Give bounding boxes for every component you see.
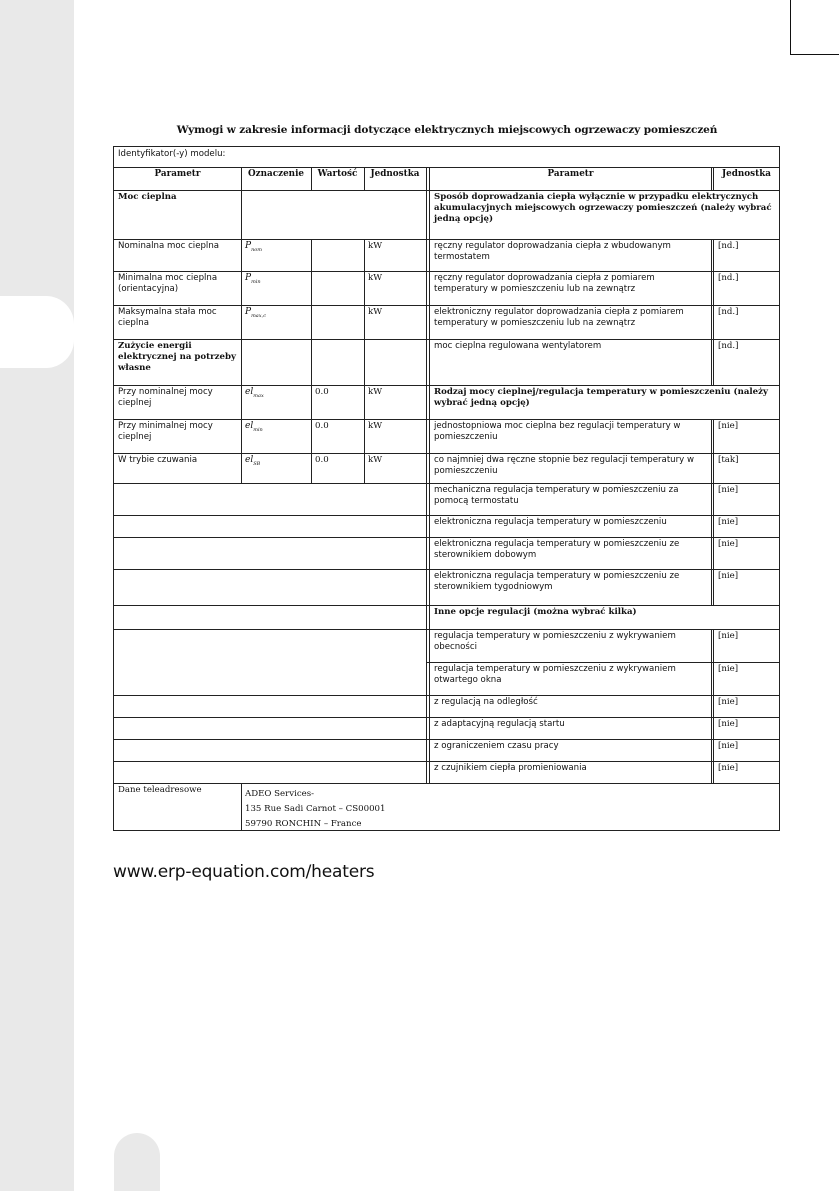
param-row-unit: kW: [368, 307, 383, 317]
section-control-type: Rodzaj mocy cieplnej/regulacja temperatury w pomieszczeniu (należy wybrać jedną opcję): [434, 387, 768, 408]
header-value: Wartość: [317, 169, 358, 179]
param-row-symbol: [241, 239, 311, 271]
param-row-unit: kW: [368, 421, 383, 431]
row-rule: [114, 537, 779, 538]
control-option: elektroniczna regulacja temperatury w pomieszczeniu ze sterownikiem dobowym: [434, 539, 680, 560]
row-rule: [114, 419, 779, 420]
param-row-symbol: [241, 385, 311, 419]
control-value: [nie]: [718, 421, 739, 431]
symbol-subscript: SB: [253, 460, 261, 467]
row-rule: [114, 569, 779, 570]
section-heat-output: Moc cieplna: [118, 192, 177, 202]
symbol-subscript: min: [253, 426, 263, 433]
heat-input-value: [nd.]: [718, 273, 739, 283]
param-row-unit: kW: [368, 387, 383, 397]
column-rule: [241, 167, 242, 483]
header-parameter-left: Parametr: [154, 169, 201, 179]
param-row-unit: [364, 339, 426, 385]
param-row-value: 0.0: [315, 421, 329, 431]
param-row-label: Przy minimalnej mocy cieplnej: [118, 421, 213, 442]
heat-input-value: [nd.]: [718, 307, 739, 317]
row-rule: [114, 761, 779, 762]
control-option: jednostopniowa moc cieplna bez regulacji temperatury w pomieszczeniu: [434, 421, 681, 442]
param-row-value: [311, 305, 364, 339]
control-value: [nie]: [718, 539, 739, 549]
column-rule: [711, 419, 712, 605]
control-value: [nie]: [718, 485, 739, 495]
column-rule: [429, 167, 430, 783]
column-rule: [364, 239, 365, 483]
row-rule: [114, 783, 779, 784]
header-symbol: Oznaczenie: [247, 169, 305, 179]
param-row-label: Zużycie energii elektrycznej na potrzeby własne: [118, 341, 236, 373]
contact-line: 59790 RONCHIN – France: [245, 819, 362, 829]
param-row-unit: kW: [368, 455, 383, 465]
symbol-letter: el: [245, 421, 254, 431]
heat-input-option: ręczny regulator doprowadzania ciepła z pomiarem temperatury w pomieszczeniu lub na zewnątrz: [434, 273, 655, 294]
contact-details: [241, 785, 779, 830]
column-rule: [311, 167, 312, 190]
symbol-subscript: max: [253, 392, 264, 399]
param-row-unit: kW: [368, 273, 383, 283]
column-rule: [426, 167, 427, 783]
other-value: [nie]: [718, 741, 739, 751]
column-rule: [311, 239, 312, 483]
column-rule: [364, 167, 365, 190]
other-value: [nie]: [718, 763, 739, 773]
contact-label: Dane teleadresowe: [118, 785, 202, 795]
section-heat-input: Sposób doprowadzania ciepła wyłącznie w przypadku elektrycznych akumulacyjnych miejscowych ogrzewaczy pomieszczeń (należy wybrać jedną opcję): [434, 192, 772, 224]
other-value: [nie]: [718, 664, 739, 674]
symbol-letter: P: [245, 241, 252, 251]
param-row-label: Przy nominalnej mocy cieplnej: [118, 387, 213, 408]
table-grid: [114, 147, 779, 830]
symbol-subscript: max,c: [251, 312, 266, 319]
row-rule: [114, 605, 779, 606]
param-row-value: [311, 271, 364, 305]
row-rule: [114, 339, 779, 340]
control-value: [nie]: [718, 571, 739, 581]
other-value: [nie]: [718, 719, 739, 729]
other-option: z adaptacyjną regulacją startu: [434, 719, 565, 729]
heat-input-option: ręczny regulator doprowadzania ciepła z wbudowanym termostatem: [434, 241, 671, 262]
column-rule: [711, 239, 712, 385]
row-rule: [114, 305, 779, 306]
column-rule: [713, 239, 714, 385]
row-rule: [114, 717, 779, 718]
product-fiche-table: [113, 146, 780, 831]
model-identifier-label: Identyfikator(-y) modelu:: [118, 149, 226, 159]
column-rule: [713, 419, 714, 605]
footer-url[interactable]: www.erp-equation.com/heaters: [113, 862, 375, 882]
control-option: mechaniczna regulacja temperatury w pomieszczeniu za pomocą termostatu: [434, 485, 679, 506]
section-tab-marker: [0, 296, 74, 368]
row-rule: [114, 453, 779, 454]
header-parameter-right: Parametr: [547, 169, 594, 179]
other-option: regulacja temperatury w pomieszczeniu z wykrywaniem otwartego okna: [434, 664, 676, 685]
param-row-symbol: [241, 453, 311, 483]
param-row-label: Nominalna moc cieplna: [118, 241, 220, 251]
heat-input-option: moc cieplna regulowana wentylatorem: [434, 341, 602, 351]
page-bottom-tab: [114, 1133, 160, 1191]
control-option: elektroniczna regulacja temperatury w pomieszczeniu: [434, 517, 667, 527]
row-rule: [114, 629, 779, 630]
symbol-subscript: min: [251, 278, 261, 285]
control-option: co najmniej dwa ręczne stopnie bez regulacji temperatury w pomieszczeniu: [434, 455, 695, 476]
column-rule: [241, 783, 242, 830]
param-row-label: W trybie czuwania: [118, 455, 198, 465]
param-row-label: Minimalna moc cieplna (orientacyjna): [118, 273, 218, 294]
section-other-options: Inne opcje regulacji (można wybrać kilka): [434, 607, 637, 617]
column-rule: [713, 629, 714, 783]
other-option: z ograniczeniem czasu pracy: [434, 741, 559, 751]
crop-mark-horizontal: [790, 54, 839, 55]
column-rule: [711, 167, 712, 190]
other-value: [nie]: [718, 697, 739, 707]
param-row-label: Maksymalna stała moc cieplna: [118, 307, 217, 328]
heat-input-option: elektroniczny regulator doprowadzania ciepła z pomiarem temperatury w pomieszczeniu lub na zewnątrz: [434, 307, 684, 328]
row-rule: [114, 739, 779, 740]
symbol-subscript: nom: [251, 246, 263, 253]
other-option: z regulacją na odległość: [434, 697, 538, 707]
symbol-letter: P: [245, 307, 252, 317]
param-row-symbol: [241, 419, 311, 453]
row-rule: [114, 695, 779, 696]
param-row-value: 0.0: [315, 387, 329, 397]
symbol-letter: el: [245, 387, 254, 397]
param-row-value: [311, 239, 364, 271]
row-rule: [114, 483, 779, 484]
header-unit-left: Jednostka: [370, 169, 420, 179]
other-option: regulacja temperatury w pomieszczeniu z wykrywaniem obecności: [434, 631, 676, 652]
param-row-value: 0.0: [315, 455, 329, 465]
row-rule: [426, 662, 779, 663]
row-rule: [114, 515, 779, 516]
symbol-letter: P: [245, 273, 252, 283]
column-rule: [711, 629, 712, 783]
param-row-symbol: [241, 271, 311, 305]
param-row-symbol: [241, 339, 311, 385]
param-row-symbol: [241, 305, 311, 339]
contact-line: ADEO Services-: [245, 789, 315, 799]
page-side-band: [0, 0, 74, 1191]
control-value: [nie]: [718, 517, 739, 527]
contact-line: 135 Rue Sadi Carnot – CS00001: [245, 804, 386, 814]
other-value: [nie]: [718, 631, 739, 641]
heat-input-value: [nd.]: [718, 341, 739, 351]
document-title: Wymogi w zakresie informacji dotyczące elektrycznych miejscowych ogrzewaczy pomieszczeń: [176, 124, 718, 136]
row-rule: [114, 385, 779, 386]
symbol-letter: el: [245, 455, 254, 465]
param-row-unit: kW: [368, 241, 383, 251]
column-rule: [713, 167, 714, 190]
row-rule: [114, 271, 779, 272]
heat-input-value: [nd.]: [718, 241, 739, 251]
other-option: z czujnikiem ciepła promieniowania: [434, 763, 587, 773]
control-option: elektroniczna regulacja temperatury w pomieszczeniu ze sterownikiem tygodniowym: [434, 571, 680, 592]
crop-mark-vertical: [790, 0, 791, 54]
param-row-value: [311, 339, 364, 385]
header-unit-right: Jednostka: [722, 169, 771, 179]
control-value: [tak]: [718, 455, 739, 465]
